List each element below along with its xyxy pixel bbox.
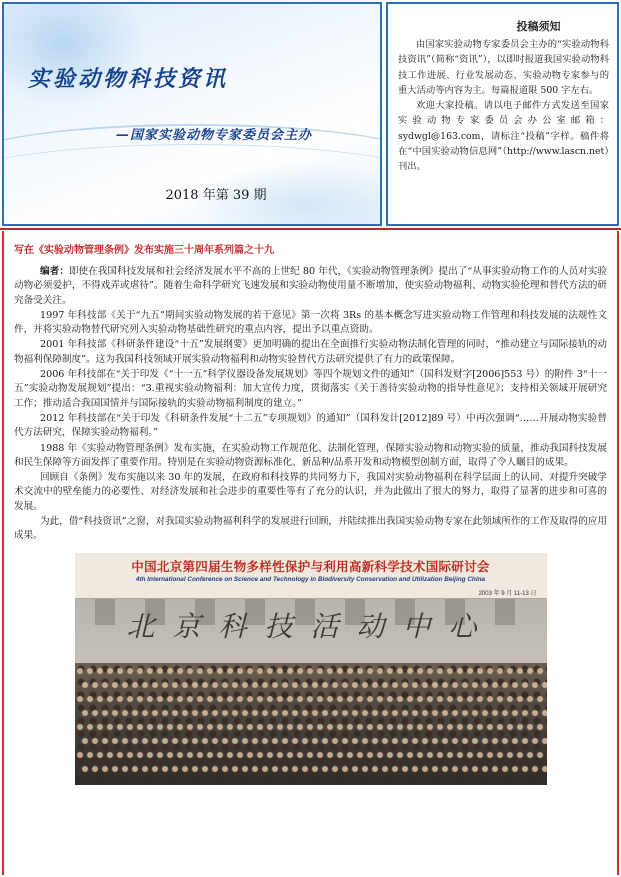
article-paragraph: 1988 年《实验动物管理条例》发布实施，在实验动物工作规范化、法制化管理，保障实验动物和动物实验的质量，推动我国科技发展和民生保障等方面发挥了重要作用。特别是在实验动物资源标准化、新品种/品系开发和动物模型创制方面，取得了令人瞩目的成果。: [14, 442, 607, 468]
crowd-row: [75, 667, 547, 681]
article-paragraph: 2012 年科技部在“关于印发《科研条件发展“十二五”专项规划》的通知”（国科发计[2012]89 号）中再次强调“……开展动物实验替代方法研究，保障实验动物福利。”: [14, 412, 607, 439]
editor-label: 编者：: [40, 266, 69, 277]
crowd-row: [75, 723, 547, 737]
conference-banner-date: 2003 年 9 月 11-13 日: [478, 590, 537, 597]
main-content: [2, 231, 619, 875]
crowd-row: [80, 737, 547, 751]
series-title: 写在《实验动物管理条例》发布实施三十周年系列篇之十九: [14, 245, 274, 256]
header-divider: [0, 228, 621, 230]
editor-note: [14, 265, 607, 308]
notice-title: 投稿须知: [516, 20, 561, 33]
article-paragraph: 回顾自《条例》发布实施以来 30 年的发展，在政府和科技界的共同努力下，我国对实验动物福利在科学层面上的认同、对提升突破学术交流中的壁垒能力的必要性、对经济发展和社会进步的重要性等有了充分的认识，并为此做出了很大的努力，取得了显著的进步和可喜的发展。: [14, 472, 607, 512]
article-paragraph: 2006 年科技部在“关于印发《“十一五”科学仪器设备发展规划》等四个规划文件的通知”（国科发财字[2006]553 号）的附件 3“十一五”实验动物发展规划”提出：“3.重视实验动物福利：加大宣传力度，贯彻落实《关于善待实验动物的指导性意见》；支持相关领域开展研究工作；推动适合我国国情并与国际接轨的实验动物福利制度的建立。”: [14, 369, 607, 409]
magazine-title: 实验动物科技资讯: [28, 67, 229, 92]
notice-paragraph: 由国家实验动物专家委员会主办的“实验动物科技资讯”（简称“资讯”），以即时报道我国实验动物科技工作进展、行业发展动态、实验动物专家参与的重大活动等内容为主。每篇报道限 500 字左右。: [398, 39, 609, 96]
conference-banner-english: 4th International Conference on Science and Technology in Biodiversity Conservation and Utilization Beijing China: [135, 575, 486, 583]
masthead: [0, 0, 621, 228]
conference-group-photo: [75, 553, 547, 785]
article-paragraph: 为此，借“科技资讯”之窗，对我国实验动物福利科学的发展进行回顾，并陆续推出我国实验动物专家在此领域所作的工作及取得的应用成果。: [14, 516, 607, 542]
crowd-row: [80, 709, 547, 723]
crowd-of-attendees: [75, 663, 547, 785]
article-body: [14, 265, 607, 544]
title-banner: [2, 2, 382, 226]
magazine-subtitle: —国家实验动物专家委员会主办: [116, 128, 313, 143]
article-paragraph: 1997 年科技部《关于“九五”期间实验动物发展的若干意见》第一次将 3Rs 的基本概念写进实验动物工作管理和科技发展的法规性文件，并将实验动物替代研究列入实验动物基础性研究的重点内容，提出予以重点资助。: [14, 309, 607, 336]
article-paragraph: 2001 年科技部《科研条件建设“十五”发展纲要》更加明确的提出在全面推行实验动物法制化管理的同时，“推动建立与国际接轨的动物福利保障制度”。这为我国科技领域开展实验动物福利和动物实验替代方法研究提供了有力的政策保障。: [14, 339, 607, 365]
crowd-row: [80, 681, 547, 695]
conference-banner: [75, 553, 547, 599]
conference-banner-chinese: 中国北京第四届生物多样性保护与利用高新科学技术国际研讨会: [131, 558, 490, 574]
crowd-row: [75, 751, 547, 765]
notice-paragraph: 欢迎大家投稿。请以电子邮件方式发送至国家实验动物专家委员会办公室邮箱：sydwgl@163.com，请标注“投稿”字样。稿件将在“中国实验动物信息网”（http://www.lascn.net）刊出。: [398, 100, 609, 173]
crowd-row: [80, 765, 547, 779]
editor-text: 即使在我国科技发展和社会经济发展水平不高的上世纪 80 年代，《实验动物管理条例》提出了“从事实验动物工作的人员对实验动物必须爱护，不得戏弄或虐待”。随着生命科学研究飞速发展和实验动物使用量不断增加，使实验动物福利、动物实验伦理和替代方法的研究备受关注。: [14, 266, 607, 306]
crowd-row: [75, 695, 547, 709]
building-sign: 北京科技活动中心: [126, 609, 495, 643]
submission-notice: [386, 2, 619, 226]
issue-number: 2018 年第 39 期: [165, 188, 267, 203]
